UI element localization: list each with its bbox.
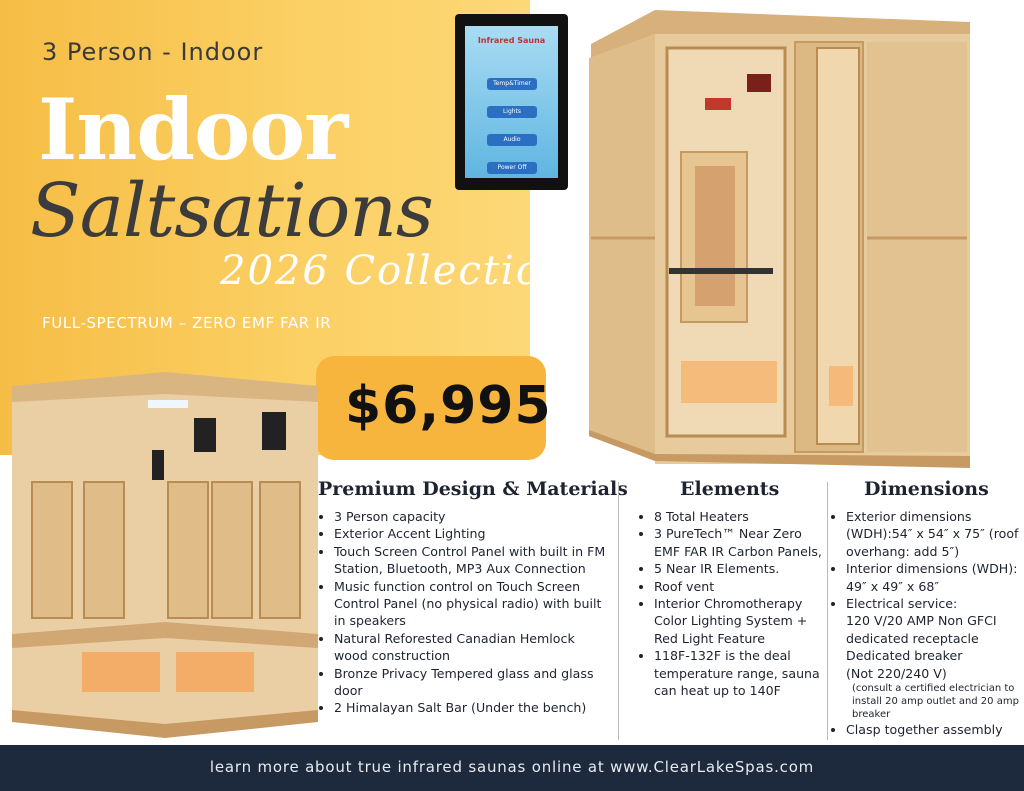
dimensions-column bbox=[832, 478, 1022, 738]
list-item: • 3 PureTech™ Near Zero EMF FAR IR Carbon Panels, bbox=[654, 525, 823, 560]
elements-column bbox=[638, 478, 823, 699]
list-item: • 2 Himalayan Salt Bar (Under the bench) bbox=[334, 699, 608, 716]
list-item: • 118F-132F is the deal temperature range, sauna can heat up to 140F bbox=[654, 647, 823, 699]
design-list bbox=[318, 508, 608, 717]
panel-button-power: Power Off bbox=[487, 162, 537, 174]
capacity-subtitle: 3 Person - Indoor bbox=[42, 38, 264, 66]
panel-button-temp: Temp&Timer bbox=[487, 78, 537, 90]
panel-button-audio: Audio bbox=[487, 134, 537, 146]
design-column bbox=[318, 478, 628, 717]
panel-button-lights: Lights bbox=[487, 106, 537, 118]
title-saltsations: Saltsations bbox=[30, 168, 433, 254]
list-item: • Interior dimensions (WDH): 49″ x 49″ x 68″ bbox=[846, 560, 1022, 595]
list-item: • 3 Person capacity bbox=[334, 508, 608, 525]
electrical-line: 120 V/20 AMP Non GFCI dedicated receptacle bbox=[846, 613, 997, 646]
list-item: • Exterior Accent Lighting bbox=[334, 525, 608, 542]
list-item: • Exterior dimensions (WDH):54″ x 54″ x 75″ (roof overhang: add 5″) bbox=[846, 508, 1022, 560]
list-item: • Music function control on Touch Screen Control Panel (no physical radio) with built in speakers bbox=[334, 578, 608, 630]
sauna-interior-image bbox=[12, 372, 318, 738]
control-panel-image bbox=[455, 14, 568, 190]
column-divider bbox=[827, 482, 828, 740]
list-item: • 8 Total Heaters bbox=[654, 508, 823, 525]
list-item: • Bronze Privacy Tempered glass and glass door bbox=[334, 665, 608, 700]
list-item: • Clasp together assembly bbox=[846, 721, 1022, 738]
price: $6,995 bbox=[345, 376, 552, 436]
list-item: • Electrical service: bbox=[846, 595, 1022, 612]
list-item: • 5 Near IR Elements. bbox=[654, 560, 823, 577]
collection-label: 2026 Collection bbox=[220, 248, 570, 294]
design-heading: Premium Design & Materials bbox=[318, 478, 628, 500]
title-indoor: Indoor bbox=[38, 80, 348, 179]
list-item: • Touch Screen Control Panel with built in FM Station, Bluetooth, MP3 Aux Connection bbox=[334, 543, 608, 578]
list-item: • Natural Reforested Canadian Hemlock wood construction bbox=[334, 630, 608, 665]
electrical-line: (Not 220/240 V) bbox=[846, 665, 947, 681]
control-panel-screen bbox=[465, 26, 558, 178]
control-panel-title: Infrared Sauna bbox=[477, 36, 546, 45]
column-divider bbox=[618, 482, 619, 740]
list-item: • Roof vent bbox=[654, 578, 823, 595]
dimensions-list bbox=[832, 508, 1022, 738]
electrical-note: (consult a certified electrician to install 20 amp outlet and 20 amp breaker bbox=[852, 683, 1019, 721]
elements-list bbox=[638, 508, 823, 699]
elements-heading: Elements bbox=[680, 478, 780, 500]
dimensions-heading: Dimensions bbox=[864, 478, 989, 500]
footer-link-text[interactable]: learn more about true infrared saunas online at www.ClearLakeSpas.com bbox=[209, 758, 815, 776]
electrical-line: Dedicated breaker bbox=[846, 648, 963, 664]
list-item bbox=[846, 612, 1022, 721]
tagline: FULL-SPECTRUM – ZERO EMF FAR IR bbox=[42, 314, 332, 332]
list-item: • Interior Chromotherapy Color Lighting System + Red Light Feature bbox=[654, 595, 823, 647]
sauna-exterior-image bbox=[585, 6, 977, 468]
footer-bar bbox=[0, 745, 1024, 791]
